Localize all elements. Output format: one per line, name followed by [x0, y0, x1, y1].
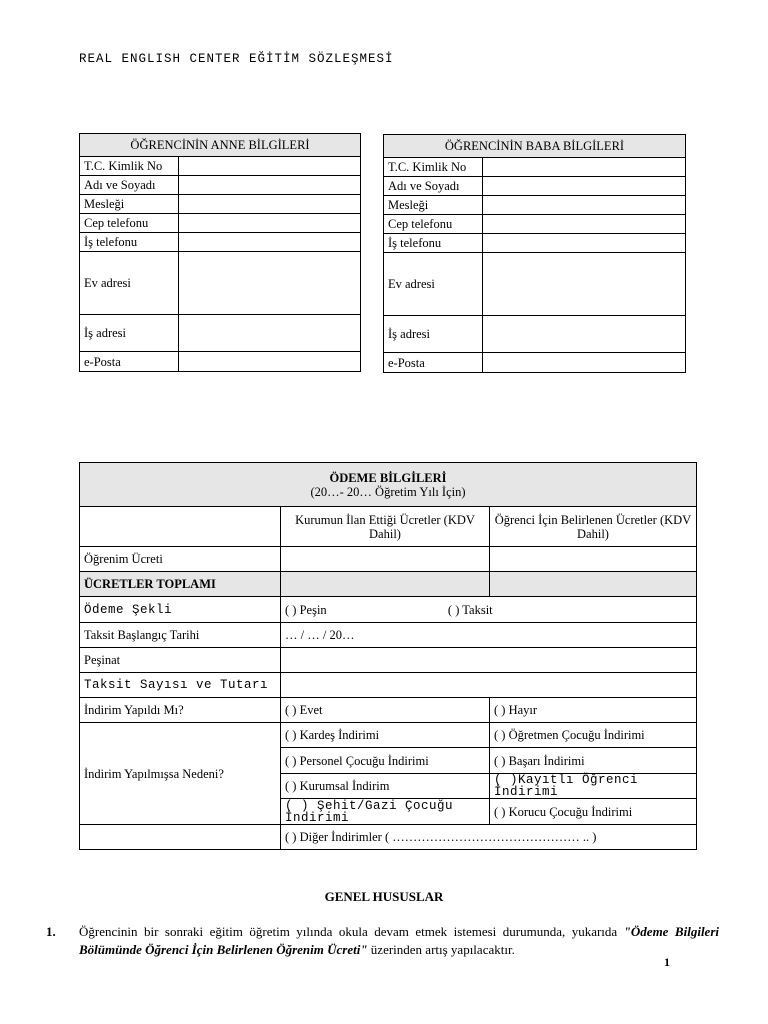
down-payment-label: Peşinat: [80, 648, 281, 673]
total-institution-field[interactable]: [281, 572, 490, 597]
payment-subtitle: (20…- 20… Öğretim Yılı İçin): [310, 484, 466, 499]
mother-tc-field[interactable]: [179, 157, 361, 176]
general-terms-title: GENEL HUSUSLAR: [324, 889, 444, 904]
father-row-label: İş adresi: [384, 316, 483, 353]
cash-option[interactable]: ( ) Peşin: [285, 602, 327, 617]
teacher-child-discount-option[interactable]: ( ) Öğretmen Çocuğu İndirimi: [490, 723, 697, 748]
guard-child-discount-option[interactable]: ( ) Korucu Çocuğu İndirimi: [490, 799, 697, 825]
mother-mobile-field[interactable]: [179, 214, 361, 233]
father-row-label: e-Posta: [384, 353, 483, 373]
installment-start-field[interactable]: … / … / 20…: [281, 623, 697, 648]
tuition-label: Öğrenim Ücreti: [80, 547, 281, 572]
success-discount-option[interactable]: ( ) Başarı İndirimi: [490, 748, 697, 774]
mother-work-address-field[interactable]: [179, 315, 361, 352]
sibling-discount-option[interactable]: ( ) Kardeş İndirimi: [281, 723, 490, 748]
mother-info-table: [79, 133, 361, 372]
discount-yes-option[interactable]: ( ) Evet: [281, 698, 490, 723]
installment-count-field[interactable]: [281, 673, 697, 698]
installment-start-label: Taksit Başlangıç Tarihi: [80, 623, 281, 648]
father-email-field[interactable]: [483, 353, 686, 373]
general-term-item-1: Öğrencinin bir sonraki eğitim öğretim yılında okula devam etmek istemesi durumunda, yukarıda "Ödeme Bilgileri Bölümünde Öğrenci İçin Belirlenen Öğrenim Ücreti" üzerinden artış yapılacaktır.: [79, 924, 719, 957]
father-row-label: T.C. Kimlik No: [384, 158, 483, 177]
down-payment-field[interactable]: [281, 648, 697, 673]
mother-row-label: Adı ve Soyadı: [80, 176, 179, 195]
page-number: 1: [664, 955, 670, 969]
payment-title: ÖDEME BİLGİLERİ: [329, 470, 447, 485]
total-student-field[interactable]: [490, 572, 697, 597]
payment-header: [80, 463, 697, 507]
father-home-address-field[interactable]: [483, 253, 686, 316]
empty-cell: [80, 507, 281, 547]
father-row-label: Adı ve Soyadı: [384, 177, 483, 196]
father-mobile-field[interactable]: [483, 215, 686, 234]
total-label: ÜCRETLER TOPLAMI: [80, 572, 281, 597]
payment-method-options: [281, 597, 697, 623]
father-job-field[interactable]: [483, 196, 686, 215]
mother-row-label: Cep telefonu: [80, 214, 179, 233]
installment-option[interactable]: ( ) Taksit: [447, 602, 493, 617]
staff-child-discount-option[interactable]: ( ) Personel Çocuğu İndirimi: [281, 748, 490, 774]
father-info-table: [383, 134, 686, 373]
father-tc-field[interactable]: [483, 158, 686, 177]
document-title: REAL ENGLISH CENTER EĞİTİM SÖZLEŞMESİ: [79, 52, 394, 66]
mother-row-label: İş adresi: [80, 315, 179, 352]
mother-name-field[interactable]: [179, 176, 361, 195]
father-table-header: ÖĞRENCİNİN BABA BİLGİLERİ: [384, 135, 686, 158]
mother-row-label: Ev adresi: [80, 252, 179, 315]
payment-info-table: [79, 462, 697, 850]
empty-cell: [80, 825, 281, 850]
martyr-veteran-child-discount-option[interactable]: ( ) Şehit/Gazi Çocuğu İndirimi: [281, 799, 490, 825]
father-row-label: Mesleği: [384, 196, 483, 215]
father-work-address-field[interactable]: [483, 316, 686, 353]
item-number: 1.: [46, 924, 56, 939]
payment-method-label: Ödeme Şekli: [80, 597, 281, 623]
mother-home-address-field[interactable]: [179, 252, 361, 315]
discount-no-option[interactable]: ( ) Hayır: [490, 698, 697, 723]
mother-row-label: Mesleği: [80, 195, 179, 214]
mother-job-field[interactable]: [179, 195, 361, 214]
mother-table-header: ÖĞRENCİNİN ANNE BİLGİLERİ: [80, 134, 361, 157]
father-name-field[interactable]: [483, 177, 686, 196]
corporate-discount-option[interactable]: ( ) Kurumsal İndirim: [281, 774, 490, 799]
mother-row-label: T.C. Kimlik No: [80, 157, 179, 176]
institution-fees-header: Kurumun İlan Ettiği Ücretler (KDV Dahil): [281, 507, 490, 547]
father-row-label: İş telefonu: [384, 234, 483, 253]
discount-label: İndirim Yapıldı Mı?: [80, 698, 281, 723]
tuition-student-field[interactable]: [490, 547, 697, 572]
installment-count-label: Taksit Sayısı ve Tutarı: [80, 673, 281, 698]
mother-row-label: İş telefonu: [80, 233, 179, 252]
mother-workphone-field[interactable]: [179, 233, 361, 252]
father-workphone-field[interactable]: [483, 234, 686, 253]
father-row-label: Ev adresi: [384, 253, 483, 316]
other-discount-option[interactable]: ( ) Diğer İndirimler ( ……………………………………… .. ): [281, 825, 697, 850]
mother-row-label: e-Posta: [80, 352, 179, 372]
student-fees-header: Öğrenci İçin Belirlenen Ücretler (KDV Dahil): [490, 507, 697, 547]
mother-email-field[interactable]: [179, 352, 361, 372]
tuition-institution-field[interactable]: [281, 547, 490, 572]
discount-reason-label: İndirim Yapılmışsa Nedeni?: [80, 723, 281, 825]
registered-student-discount-option[interactable]: ( )Kayıtlı Öğrenci İndirimi: [490, 774, 697, 799]
father-row-label: Cep telefonu: [384, 215, 483, 234]
